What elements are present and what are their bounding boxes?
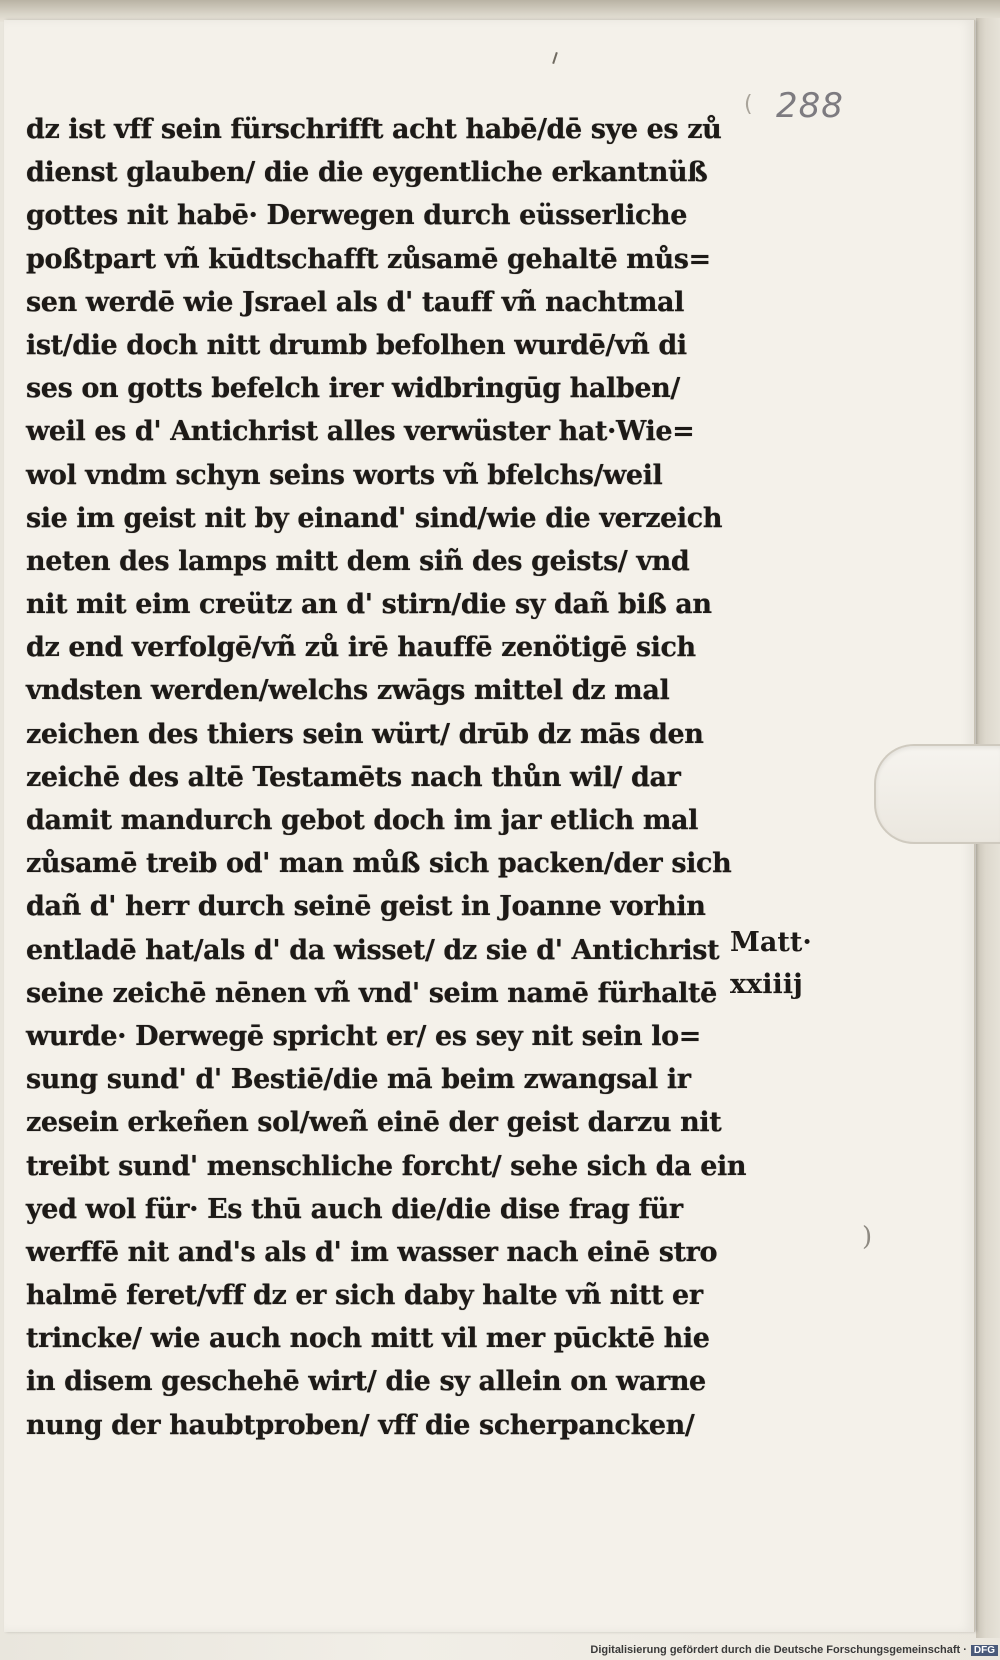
text-line: ses on gotts befelch irer widbringūg halben/ (26, 373, 680, 405)
text-line: wol vndm schyn seins worts vñ bfelchs/weil (26, 459, 663, 491)
text-line: zeichē des altē Testamēts nach thůn wil/ dar (26, 761, 681, 793)
digitization-footer (590, 1644, 998, 1656)
bleed-through-mark: ) (862, 1222, 873, 1252)
text-line: sen werdē wie Jsrael als d' tauff vñ nachtmal (26, 286, 684, 318)
text-line: wurde· Derwegē spricht er/ es sey nit sein lo= (26, 1020, 701, 1052)
text-line: nit mit eim creütz an d' stirn/die sy dañ biß an (26, 589, 712, 621)
text-line: treibt sund' menschliche forcht/ sehe sich da ein (26, 1150, 747, 1182)
marginal-note-line: Matt· (730, 927, 812, 958)
footer-text: Digitalisierung gefördert durch die Deutsche Forschungsgemeinschaft · (590, 1644, 967, 1656)
text-line: in disem geschehē wirt/ die sy allein on warne (26, 1366, 706, 1398)
text-line: trincke/ wie auch noch mitt vil mer pūcktē hie (26, 1323, 710, 1355)
text-line: weil es d' Antichrist alles verwüster hat·Wie= (26, 416, 695, 448)
text-line: zeichen des thiers sein würt/ drūb dz mās den (26, 718, 704, 750)
text-line: neten des lamps mitt dem siñ des geists/ vnd (26, 545, 690, 577)
text-line: damit mandurch gebot doch im jar etlich mal (26, 805, 699, 836)
text-line: dz ist vff sein fürschrifft acht habē/dē sye es zů (26, 114, 722, 145)
marginal-note-line: xxiiij (730, 969, 803, 1000)
text-line: yed wol für· Es thū auch die/die dise frag für (26, 1193, 683, 1225)
text-line: poßtpart vñ kūdtschafft zůsamē gehaltē můs= (26, 243, 711, 275)
book-top-edge (0, 0, 1000, 22)
text-line: gottes nit habē· Derwegen durch eüsserliche (26, 200, 688, 232)
folio-number: 288 (776, 86, 844, 126)
text-line: zůsamē treib od' man můß sich packen/der sich (26, 848, 732, 880)
text-line: seine zeichē nēnen vñ vnd' seim namē fürhaltē (26, 977, 717, 1009)
page-clip (874, 744, 1000, 844)
text-line: sie im geist nit by einand' sind/wie die verzeich (26, 502, 723, 534)
body-text (26, 108, 747, 1447)
text-line: entladē hat/als d' da wisset/ dz sie d' Antichrist (26, 934, 720, 966)
text-line: sung sund' d' Bestiē/die mā beim zwangsal ir (26, 1064, 691, 1096)
text-line: werffē nit and's als d' im wasser nach einē stro (26, 1236, 718, 1268)
text-line: halmē feret/vff dz er sich daby halte vñ nitt er (26, 1280, 703, 1312)
text-line: ist/die doch nitt drumb befolhen wurdē/vñ di (26, 329, 687, 361)
text-line: zesein erkeñen sol/weñ einē der geist darzu nit (26, 1107, 722, 1139)
text-line: vndsten werden/welchs zwāgs mittel dz mal (26, 675, 670, 707)
pencil-mark: ( (744, 92, 753, 117)
dfg-logo: DFG (971, 1645, 998, 1656)
text-line: dienst glauben/ die die eygentliche erkantnüß (26, 157, 708, 189)
marginal-note (730, 922, 850, 1006)
text-line: dañ d' herr durch seinē geist in Joanne vorhin (26, 891, 706, 923)
text-line: nung der haubtproben/ vff die scherpancken/ (26, 1409, 695, 1441)
text-line: dz end verfolgē/vñ zů irē hauffē zenötigē sich (26, 632, 696, 664)
